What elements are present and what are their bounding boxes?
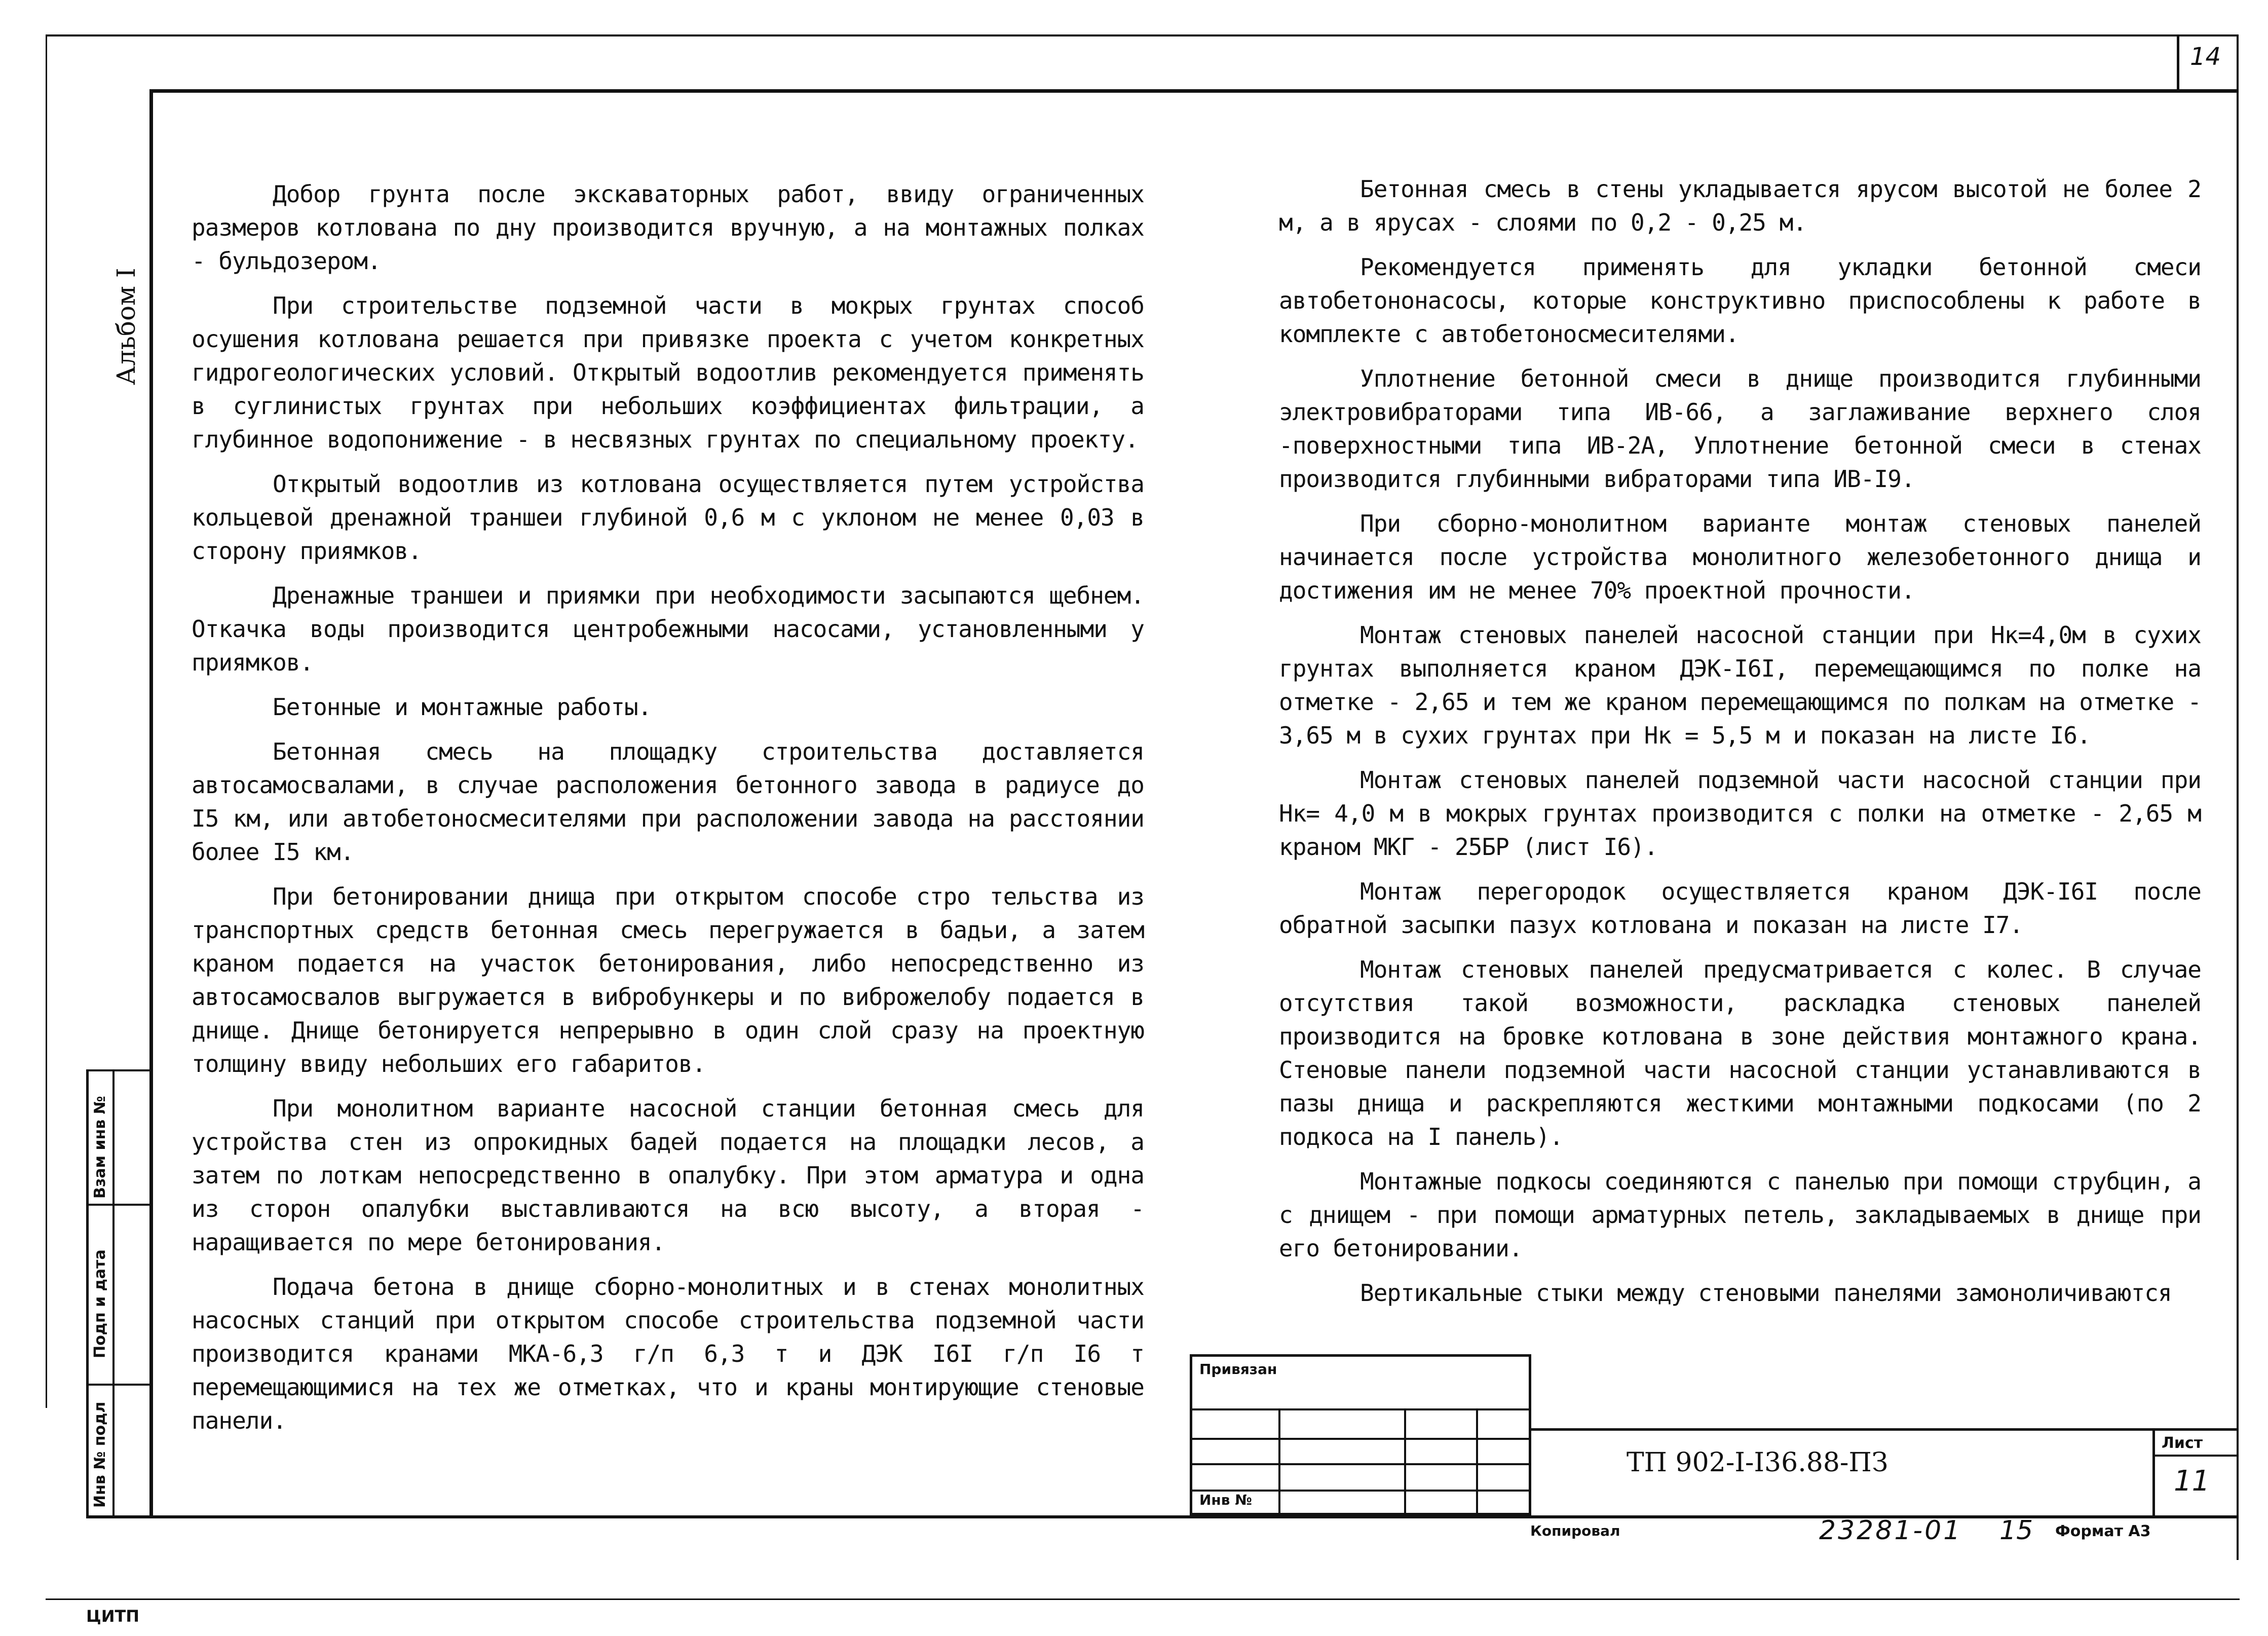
outer-border-right [2237, 34, 2239, 1560]
left-paragraph: Подача бетона в днище сборно-монолитных и в стенах монолитных насосных станций при открытом способе строительства подземной части производится кранами МКА-6,3 г/п 6,3 т и ДЭК I6I г/п I6 т перемещающимися на тех же отметках, что и краны монтирующие стеновые панели. [192, 1273, 1144, 1434]
inner-border-top [151, 89, 2239, 93]
left-paragraph: Бетонная смесь на площадку строительства доставляется автосамосвалами, в случае расположения бетонного завода в радиусе до I5 км, или автобетоносмесителями при расположении завода на расстоянии более I5 км. [192, 738, 1144, 866]
inv-no-label: Инв № [1199, 1492, 1252, 1508]
right-text-column [1279, 172, 2201, 1321]
format-label: Формат А3 [2055, 1522, 2151, 1540]
corner-box-left [2177, 34, 2179, 90]
right-paragraph: Уплотнение бетонной смеси в днище производится глубинными электровибраторами типа ИВ-66, а заглаживание верхнего слоя -поверхностными типа ИВ-2А, Уплотнение бетонной смеси в стенах производится глубинными вибраторами типа ИВ-I9. [1279, 365, 2201, 493]
left-paragraph: Дренажные траншеи и приямки при необходимости засыпаются щебнем. Откачка воды производится центробежными насосами, установленными у приямков. [192, 582, 1144, 676]
corner-page-number: 14 [2190, 43, 2221, 71]
stamp-podp-data: Подп и дата [91, 1249, 109, 1358]
right-paragraph: При сборно-монолитном варианте монтаж стеновых панелей начинается после устройства монолитного железобетонного днища и достижения им не менее 70% проектной прочности. [1279, 510, 2201, 604]
list-label: Лист [2162, 1434, 2203, 1452]
privyazan-table [1190, 1354, 1531, 1515]
stamp-col-left [86, 1069, 89, 1515]
document-code: ТП 902-I-I36.88-ПЗ [1627, 1447, 1888, 1478]
outer-border-top [46, 34, 2239, 36]
left-paragraph: Открытый водоотлив из котлована осуществляется путем устройства кольцевой дренажной траншеи глубиной 0,6 м с уклоном не менее 0,03 в сторону приямков. [192, 470, 1144, 565]
right-paragraph: Монтаж перегородок осуществляется краном ДЭК-I6I после обратной засыпки пазух котлована и показан на листе I7. [1279, 878, 2201, 939]
left-paragraph: При строительстве подземной части в мокрых грунтах способ осушения котлована решается при привязке проекта с учетом конкретных гидрогеологических условий. Открытый водоотлив рекомендуется применять в суглинистых грунтах при небольших коэффициентах фильтрации, а глубинное водопонижение - в несвязных грунтах по специальному проекту. [192, 292, 1144, 453]
left-paragraph: Бетонные и монтажные работы. [273, 693, 652, 721]
right-paragraph: Вертикальные стыки между стеновыми панелями замоноличиваются [1360, 1279, 2172, 1307]
left-paragraph: При монолитном варианте насосной станции бетонная смесь для устройства стен из опрокидных бадей подается на площадки лесов, а затем по лоткам непосредственно в опалубку. При этом арматура и одна из сторон опалубки выставливаются на всю высоту, а вторая - наращивается по мере бетонирования. [192, 1095, 1144, 1256]
sheet-page-number: 15 [1999, 1515, 2033, 1546]
footer-mark: ЦИТП [86, 1607, 140, 1626]
right-paragraph: Монтажные подкосы соединяются с панелью при помощи струбцин, а с днищем - при помощи арматурных петель, закладываемых в днище при его бетонировании. [1279, 1168, 2201, 1262]
outer-border-bottom [46, 1598, 2240, 1600]
footer-rule [46, 1598, 86, 1600]
right-paragraph: Монтаж стеновых панелей насосной станции при Нк=4,0м в сухих грунтах выполняется краном ДЭК-I6I, перемещающимся по полке на отметке - 2,65 и тем же краном перемещающимся по полкам на отметке - 3,65 м в сухих грунтах при Нк = 5,5 м и показан на листе I6. [1279, 621, 2201, 749]
stamp-vzam-inv: Взам инв № [91, 1096, 109, 1199]
inner-border-left [149, 89, 153, 1518]
right-paragraph: Монтаж стеновых панелей подземной части насосной станции при Нк= 4,0 м в мокрых грунтах производится с полки на отметке - 2,65 м краном МКГ - 25БР (лист I6). [1279, 766, 2201, 861]
kopiroval-label: Копировал [1530, 1522, 1620, 1539]
privyazan-label: Привязан [1199, 1361, 1277, 1378]
left-paragraph: Добор грунта после экскаваторных работ, ввиду ограниченных размеров котлована по дну производится вручную, а на монтажных полках - бульдозером. [192, 180, 1144, 275]
list-label-line [2152, 1455, 2239, 1457]
outer-border-left [46, 34, 47, 1408]
album-label: Альбом I [111, 268, 141, 385]
stamp-inv-podl: Инв № подл [91, 1401, 109, 1508]
right-paragraph: Рекомендуется применять для укладки бетонной смеси автобетононасосы, которые конструктивно приспособлены к работе в комплекте с автобетоносмесителями. [1279, 253, 2201, 348]
stamp-col-right [112, 1069, 115, 1515]
left-text-column [192, 177, 1144, 1448]
right-paragraph: Бетонная смесь в стены укладывается ярусом высотой не более 2 м, а в ярусах - слоями по 0,2 - 0,25 м. [1279, 175, 2201, 236]
right-paragraph: Монтаж стеновых панелей предусматривается с колес. В случае отсутствия такой возможности, раскладка стеновых панелей производится на бровке котлована в зоне действия монтажного крана. Стеновые панели подземной части насосной станции устанавливаются в пазы днища и раскрепляются жесткими монтажными подкосами (по 2 подкоса на I панель). [1279, 956, 2201, 1150]
stamp-top [86, 1069, 152, 1071]
order-number: 23281-01 [1819, 1515, 1962, 1546]
title-block-top [1529, 1428, 2239, 1431]
stamp-div-1 [86, 1204, 152, 1206]
stamp-div-2 [86, 1384, 152, 1386]
list-number: 11 [2174, 1465, 2210, 1498]
left-paragraph: При бетонировании днища при открытом способе стро тельства из транспортных средств бетонная смесь перегружается в бадьи, а затем краном подается на участок бетонирования, либо непосредственно из автосамосвалов выгружается в вибробункеры и по виброжелобу подается в днище. Днище бетонируется непрерывно в один слой сразу на проектную толщину ввиду небольших его габаритов. [192, 883, 1144, 1077]
title-block-divider [2152, 1428, 2155, 1517]
